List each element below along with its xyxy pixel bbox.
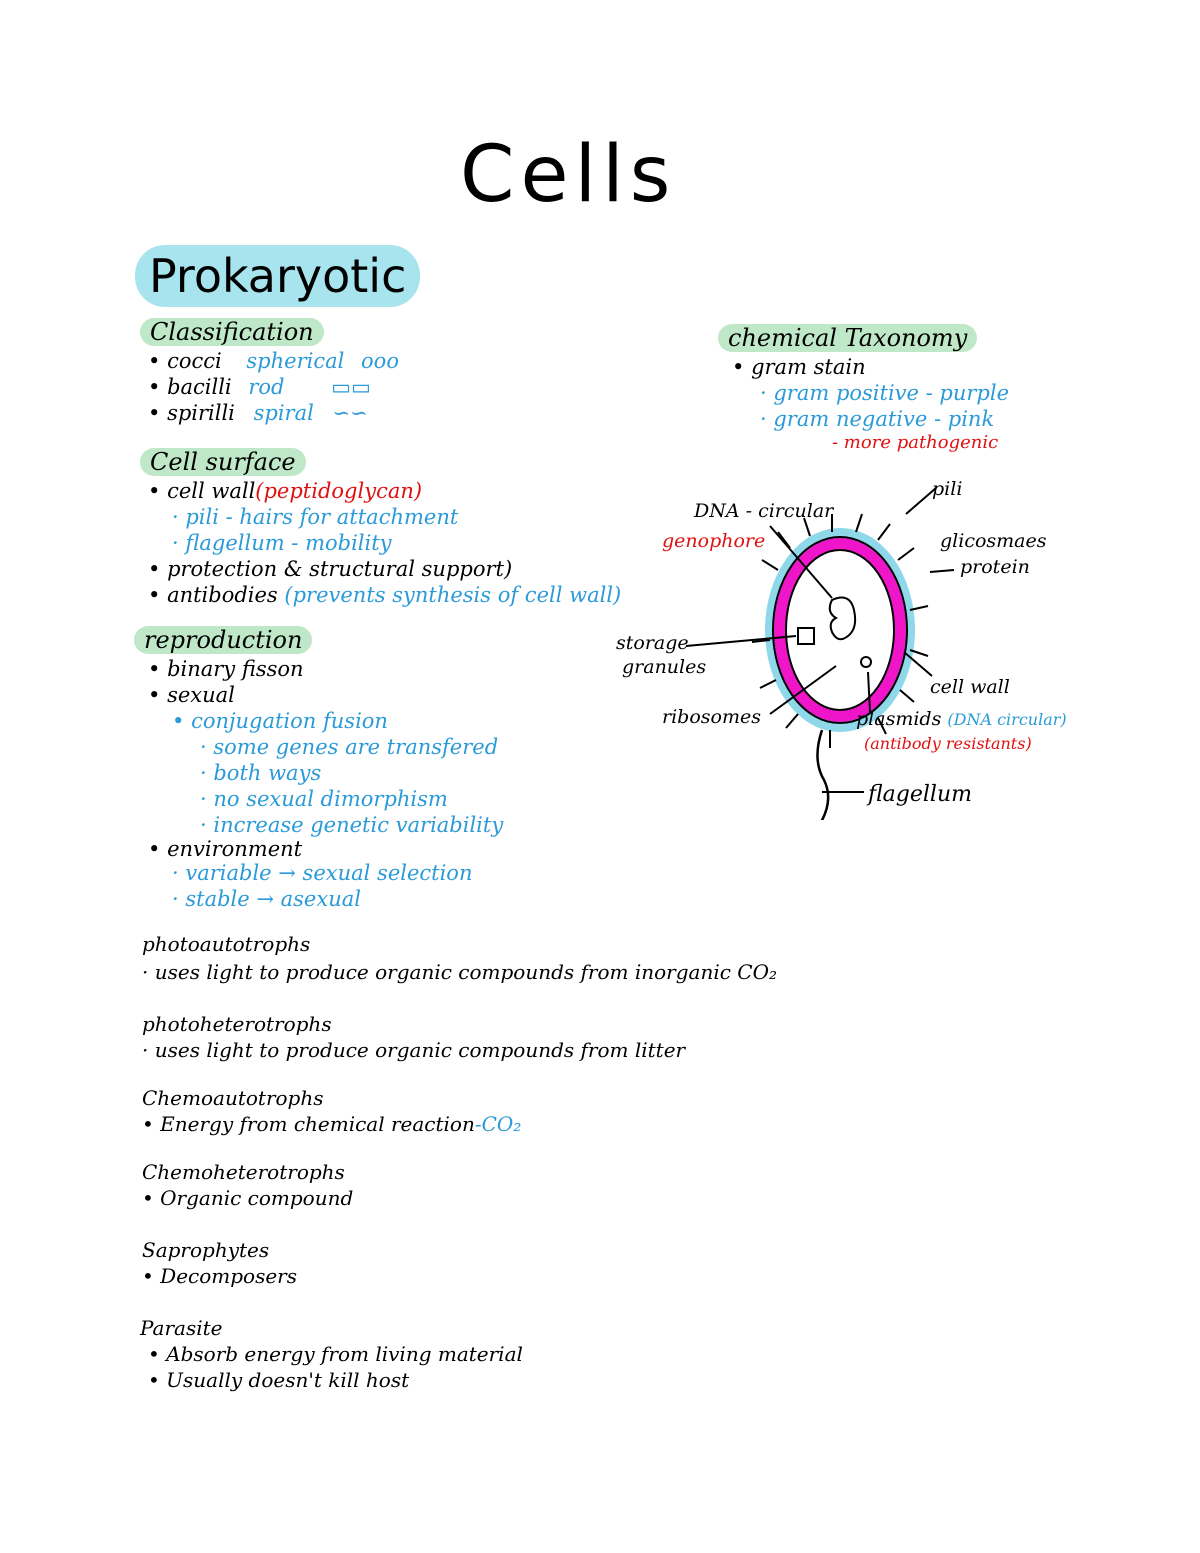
nutrition-item-text: uses light to produce organic compounds from inorganic CO₂ xyxy=(154,960,777,984)
term: spirilli xyxy=(167,401,235,425)
nutrition-item: • Organic compound xyxy=(142,1186,354,1210)
gram-negative: · gram negative - pink xyxy=(760,407,995,431)
nutrition-heading: Saprophytes xyxy=(142,1238,270,1262)
sub-text: both ways xyxy=(213,761,322,785)
classification-item-bacilli: • bacilli rod ▭▭ xyxy=(148,375,371,399)
gram-stain-text: gram stain xyxy=(751,355,866,379)
sub-text: increase genetic variability xyxy=(213,813,504,837)
sexual-item: • sexual xyxy=(148,683,235,707)
gram-negative-text: gram negative - pink xyxy=(773,407,995,431)
antibodies-item: • antibodies (prevents synthesis of cell wall) xyxy=(148,583,622,607)
flagellum-shape xyxy=(817,730,828,820)
gram-positive-text: gram positive - purple xyxy=(773,381,1010,405)
nutrition-item-text: Decomposers xyxy=(160,1264,298,1288)
stable-text: stable → asexual xyxy=(185,887,361,911)
sub-text: some genes are transfered xyxy=(213,735,499,759)
pili-text: pili - hairs for attachment xyxy=(185,505,459,529)
parasite-item-text: Absorb energy from living material xyxy=(166,1342,523,1366)
nutrition-item: · uses light to produce organic compounds from inorganic CO₂ xyxy=(142,960,777,984)
dna-text: DNA - circular xyxy=(694,500,834,522)
antibodies-note: (prevents synthesis of cell wall) xyxy=(284,583,622,607)
storage-granule-shape xyxy=(798,628,814,644)
gram-stain: • gram stain xyxy=(732,355,866,379)
protein-label: protein xyxy=(960,556,1030,578)
binary-text: binary fisson xyxy=(167,657,304,681)
variable-item: · variable → sexual selection xyxy=(172,861,473,885)
gram-negative-note: - more pathogenic xyxy=(832,432,999,453)
parasite-item: • Absorb energy from living material xyxy=(148,1342,523,1366)
glycocalyx-label: glicosmaes xyxy=(940,530,1047,552)
gram-positive: · gram positive - purple xyxy=(760,381,1010,405)
pili-label: pili xyxy=(932,478,963,500)
environment-item: • environment xyxy=(148,837,303,861)
plasmid-shape xyxy=(861,657,871,667)
conjugation-sub-item: · increase genetic variability xyxy=(200,813,504,837)
protection-text: protection & structural support) xyxy=(167,557,513,581)
conjugation-item: • conjugation fusion xyxy=(172,709,388,733)
chemical-taxonomy-heading: chemical Taxonomy xyxy=(718,324,977,352)
nutrition-item: · uses light to produce organic compounds from litter xyxy=(142,1038,686,1062)
sexual-text: sexual xyxy=(167,683,235,707)
nutrition-item-text: uses light to produce organic compounds from litter xyxy=(154,1038,686,1062)
antibodies-text: antibodies xyxy=(167,583,278,607)
nutrition-heading: photoheterotrophs xyxy=(142,1012,332,1036)
sub-text: no sexual dimorphism xyxy=(213,787,448,811)
term: bacilli xyxy=(167,375,232,399)
cell-wall-note: (peptidoglycan) xyxy=(255,479,423,503)
conjugation-sub-item: · both ways xyxy=(200,761,322,785)
desc: spiral xyxy=(253,401,314,425)
nucleoid-shape xyxy=(830,598,855,640)
dna-label xyxy=(694,500,833,522)
flagellum-label: flagellum xyxy=(868,782,972,807)
parasite-heading: Parasite xyxy=(140,1316,223,1340)
cell-surface-heading: Cell surface xyxy=(140,448,306,476)
shape-glyph: ooo xyxy=(361,349,399,373)
pili-item: · pili - hairs for attachment xyxy=(172,505,459,529)
protection-item: • protection & structural support) xyxy=(148,557,513,581)
nutrition-heading: Chemoautotrophs xyxy=(142,1086,324,1110)
nutrition-heading: photoautotrophs xyxy=(142,932,311,956)
parasite-item-text: Usually doesn't kill host xyxy=(166,1368,410,1392)
flagellum-text: flagellum - mobility xyxy=(185,531,392,555)
granules-label: granules xyxy=(622,656,707,678)
plasmids-note: (DNA circular) xyxy=(947,710,1067,729)
shape-glyph: ▭▭ xyxy=(331,375,371,399)
storage-label: storage xyxy=(616,632,689,654)
flagellum-item: · flagellum - mobility xyxy=(172,531,392,555)
conjugation-text: conjugation fusion xyxy=(191,709,388,733)
nutrition-item: • Energy from chemical reaction-CO₂ xyxy=(142,1112,522,1136)
plasmids-label xyxy=(856,708,1067,730)
classification-item-spirilli: • spirilli spiral ∽∽ xyxy=(148,401,368,425)
desc: rod xyxy=(248,375,285,399)
environment-text: environment xyxy=(167,837,303,861)
nutrition-item-text: Organic compound xyxy=(160,1186,354,1210)
section-heading-prokaryotic: Prokaryotic xyxy=(135,245,420,307)
nutrition-item: • Decomposers xyxy=(142,1264,298,1288)
variable-text: variable → sexual selection xyxy=(185,861,473,885)
conjugation-sub-item: · some genes are transfered xyxy=(200,735,499,759)
plasmids-text: plasmids xyxy=(856,708,942,730)
plasmids-note2: (antibody resistants) xyxy=(864,734,1032,753)
binary-fission-item: • binary fisson xyxy=(148,657,304,681)
nutrition-heading: Chemoheterotrophs xyxy=(142,1160,345,1184)
parasite-item: • Usually doesn't kill host xyxy=(148,1368,410,1392)
page-title: Cells xyxy=(460,130,677,220)
cell-wall-text: cell wall xyxy=(167,479,256,503)
reproduction-heading: reproduction xyxy=(134,626,312,654)
classification-heading: Classification xyxy=(140,318,324,346)
stable-item: · stable → asexual xyxy=(172,887,361,911)
genophore-label: genophore xyxy=(662,530,766,552)
desc: spherical xyxy=(246,349,345,373)
ribosomes-label: ribosomes xyxy=(662,706,761,728)
nutrition-item-text: Energy from chemical reaction xyxy=(160,1112,475,1136)
term: cocci xyxy=(167,349,222,373)
cell-wall-label: cell wall xyxy=(930,676,1010,698)
classification-item-cocci: • cocci spherical ooo xyxy=(148,349,399,373)
nutrition-item-note: -CO₂ xyxy=(474,1112,522,1136)
cell-wall-item: • cell wall(peptidoglycan) xyxy=(148,479,423,503)
conjugation-sub-item: · no sexual dimorphism xyxy=(200,787,448,811)
shape-glyph: ∽∽ xyxy=(332,401,368,425)
